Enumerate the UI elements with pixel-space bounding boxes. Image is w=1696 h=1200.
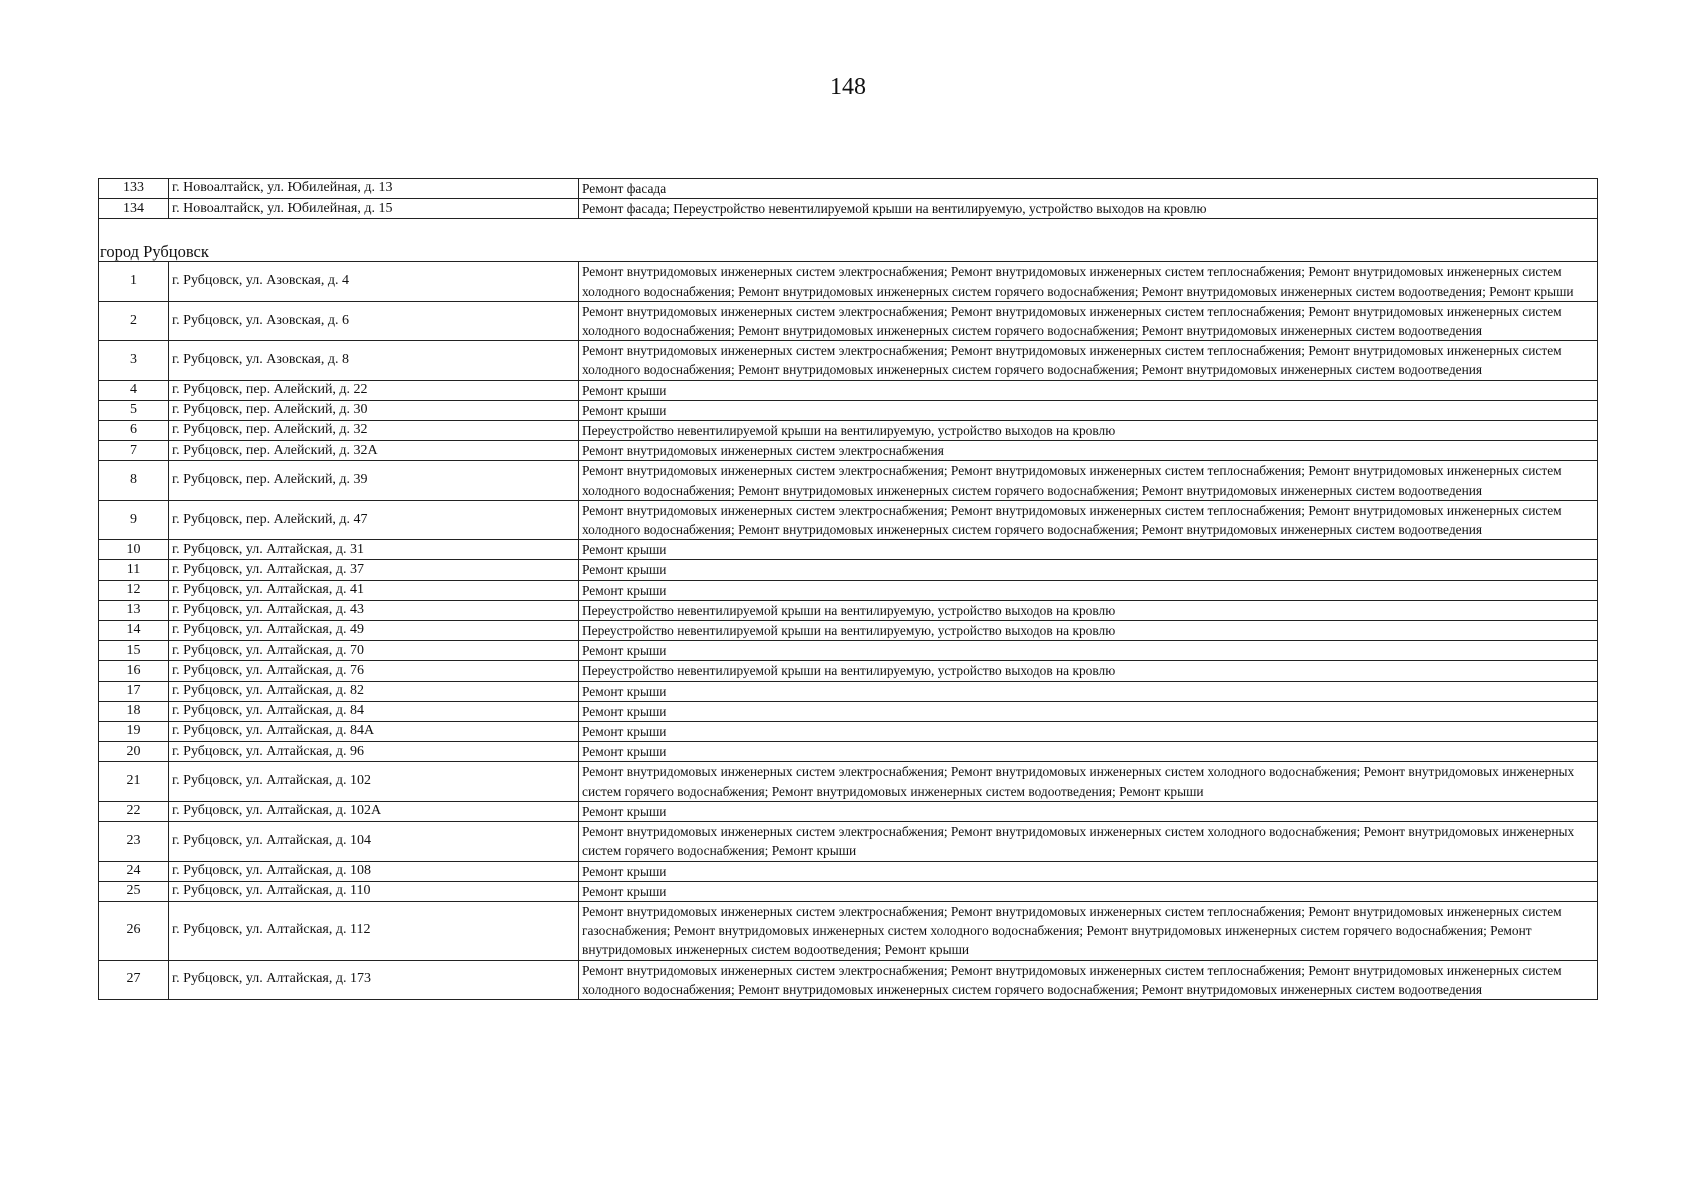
row-number-cell: 133 [99,179,169,199]
address-cell: г. Рубцовск, ул. Алтайская, д. 102А [169,801,579,821]
address-cell: г. Рубцовск, ул. Алтайская, д. 31 [169,540,579,560]
works-cell: Переустройство невентилируемой крыши на вентилируемую, устройство выходов на кровлю [579,421,1598,441]
row-number-cell: 15 [99,641,169,661]
row-number-cell: 23 [99,822,169,861]
works-cell: Ремонт фасада [579,179,1598,199]
row-number-cell: 134 [99,199,169,219]
address-cell: г. Рубцовск, ул. Азовская, д. 6 [169,301,579,340]
table-row [99,540,1598,560]
works-cell: Ремонт фасада; Переустройство невентилируемой крыши на вентилируемую, устройство выходов на кровлю [579,199,1598,219]
works-cell: Ремонт крыши [579,801,1598,821]
address-cell: г. Рубцовск, ул. Алтайская, д. 102 [169,762,579,801]
table-row [99,661,1598,681]
row-number-cell: 14 [99,621,169,641]
table-row [99,262,1598,301]
works-cell: Ремонт внутридомовых инженерных систем электроснабжения; Ремонт внутридомовых инженерных систем теплоснабжения; Ремонт внутридомовых инженерных систем холодного водоснабжения; Ремонт внутридомовых инженерных систем горячего водоснабжения; Ремонт внутридомовых инженерных систем водоотведения; Ремонт крыши [579,262,1598,301]
row-number-cell: 12 [99,580,169,600]
address-cell: г. Рубцовск, ул. Алтайская, д. 49 [169,621,579,641]
row-number-cell: 22 [99,801,169,821]
table-row [99,341,1598,380]
address-cell: г. Рубцовск, ул. Азовская, д. 4 [169,262,579,301]
works-cell: Переустройство невентилируемой крыши на вентилируемую, устройство выходов на кровлю [579,661,1598,681]
table-row [99,301,1598,340]
table-row [99,801,1598,821]
repair-registry-table [98,178,1598,1000]
address-cell: г. Рубцовск, ул. Алтайская, д. 84А [169,722,579,742]
row-number-cell: 7 [99,441,169,461]
address-cell: г. Рубцовск, ул. Алтайская, д. 37 [169,560,579,580]
works-cell: Переустройство невентилируемой крыши на вентилируемую, устройство выходов на кровлю [579,621,1598,641]
row-number-cell: 6 [99,421,169,441]
registry-body [99,179,1598,1000]
works-cell: Ремонт внутридомовых инженерных систем электроснабжения [579,441,1598,461]
works-cell: Ремонт внутридомовых инженерных систем электроснабжения; Ремонт внутридомовых инженерных систем холодного водоснабжения; Ремонт внутридомовых инженерных систем горячего водоснабжения; Ремонт крыши [579,822,1598,861]
table-row [99,960,1598,999]
address-cell: г. Новоалтайск, ул. Юбилейная, д. 15 [169,199,579,219]
row-number-cell: 1 [99,262,169,301]
address-cell: г. Рубцовск, ул. Алтайская, д. 96 [169,742,579,762]
row-number-cell: 8 [99,461,169,500]
table-row [99,621,1598,641]
address-cell: г. Рубцовск, ул. Алтайская, д. 43 [169,600,579,620]
address-cell: г. Рубцовск, пер. Алейский, д. 32А [169,441,579,461]
row-number-cell: 13 [99,600,169,620]
table-row [99,441,1598,461]
row-number-cell: 5 [99,400,169,420]
row-number-cell: 3 [99,341,169,380]
works-cell: Ремонт крыши [579,540,1598,560]
address-cell: г. Рубцовск, ул. Алтайская, д. 82 [169,681,579,701]
row-number-cell: 21 [99,762,169,801]
table-row [99,742,1598,762]
works-cell: Ремонт крыши [579,742,1598,762]
works-cell: Ремонт крыши [579,681,1598,701]
works-cell: Ремонт внутридомовых инженерных систем электроснабжения; Ремонт внутридомовых инженерных систем теплоснабжения; Ремонт внутридомовых инженерных систем холодного водоснабжения; Ремонт внутридомовых инженерных систем горячего водоснабжения; Ремонт внутридомовых инженерных систем водоотведения [579,301,1598,340]
section-title: город Рубцовск [99,219,1598,262]
address-cell: г. Рубцовск, пер. Алейский, д. 47 [169,500,579,539]
works-cell: Ремонт внутридомовых инженерных систем электроснабжения; Ремонт внутридомовых инженерных систем теплоснабжения; Ремонт внутридомовых инженерных систем холодного водоснабжения; Ремонт внутридомовых инженерных систем горячего водоснабжения; Ремонт внутридомовых инженерных систем водоотведения [579,461,1598,500]
row-number-cell: 26 [99,901,169,960]
row-number-cell: 10 [99,540,169,560]
row-number-cell: 19 [99,722,169,742]
row-number-cell: 27 [99,960,169,999]
works-cell: Ремонт крыши [579,881,1598,901]
row-number-cell: 9 [99,500,169,539]
works-cell: Ремонт крыши [579,701,1598,721]
table-row [99,580,1598,600]
works-cell: Ремонт внутридомовых инженерных систем электроснабжения; Ремонт внутридомовых инженерных систем теплоснабжения; Ремонт внутридомовых инженерных систем холодного водоснабжения; Ремонт внутридомовых инженерных систем горячего водоснабжения; Ремонт внутридомовых инженерных систем водоотведения [579,341,1598,380]
address-cell: г. Рубцовск, ул. Азовская, д. 8 [169,341,579,380]
row-number-cell: 2 [99,301,169,340]
table-row [99,641,1598,661]
page-number: 148 [830,74,866,100]
row-number-cell: 25 [99,881,169,901]
table-row [99,421,1598,441]
works-cell: Ремонт крыши [579,400,1598,420]
table-row [99,560,1598,580]
table-row [99,199,1598,219]
table-row [99,881,1598,901]
address-cell: г. Рубцовск, пер. Алейский, д. 30 [169,400,579,420]
section-row [99,219,1598,262]
works-cell: Переустройство невентилируемой крыши на вентилируемую, устройство выходов на кровлю [579,600,1598,620]
table-row [99,861,1598,881]
row-number-cell: 4 [99,380,169,400]
works-cell: Ремонт крыши [579,580,1598,600]
address-cell: г. Рубцовск, пер. Алейский, д. 39 [169,461,579,500]
works-cell: Ремонт крыши [579,722,1598,742]
table-row [99,461,1598,500]
address-cell: г. Рубцовск, пер. Алейский, д. 22 [169,380,579,400]
row-number-cell: 18 [99,701,169,721]
table-row [99,822,1598,861]
address-cell: г. Рубцовск, ул. Алтайская, д. 110 [169,881,579,901]
row-number-cell: 17 [99,681,169,701]
works-cell: Ремонт внутридомовых инженерных систем электроснабжения; Ремонт внутридомовых инженерных систем теплоснабжения; Ремонт внутридомовых инженерных систем газоснабжения; Ремонт внутридомовых инженерных систем холодного водоснабжения; Ремонт внутридомовых инженерных систем горячего водоснабжения; Ремонт внутридомовых инженерных систем водоотведения; Ремонт крыши [579,901,1598,960]
address-cell: г. Рубцовск, ул. Алтайская, д. 108 [169,861,579,881]
works-cell: Ремонт крыши [579,861,1598,881]
address-cell: г. Рубцовск, ул. Алтайская, д. 41 [169,580,579,600]
table-row [99,400,1598,420]
address-cell: г. Рубцовск, ул. Алтайская, д. 112 [169,901,579,960]
table-row [99,722,1598,742]
works-cell: Ремонт внутридомовых инженерных систем электроснабжения; Ремонт внутридомовых инженерных систем теплоснабжения; Ремонт внутридомовых инженерных систем холодного водоснабжения; Ремонт внутридомовых инженерных систем горячего водоснабжения; Ремонт внутридомовых инженерных систем водоотведения [579,960,1598,999]
table-row [99,179,1598,199]
works-cell: Ремонт внутридомовых инженерных систем электроснабжения; Ремонт внутридомовых инженерных систем теплоснабжения; Ремонт внутридомовых инженерных систем холодного водоснабжения; Ремонт внутридомовых инженерных систем горячего водоснабжения; Ремонт внутридомовых инженерных систем водоотведения [579,500,1598,539]
address-cell: г. Рубцовск, ул. Алтайская, д. 76 [169,661,579,681]
works-cell: Ремонт крыши [579,380,1598,400]
row-number-cell: 24 [99,861,169,881]
table-row [99,701,1598,721]
address-cell: г. Рубцовск, ул. Алтайская, д. 173 [169,960,579,999]
table-row [99,500,1598,539]
works-cell: Ремонт внутридомовых инженерных систем электроснабжения; Ремонт внутридомовых инженерных систем холодного водоснабжения; Ремонт внутридомовых инженерных систем горячего водоснабжения; Ремонт внутридомовых инженерных систем водоотведения; Ремонт крыши [579,762,1598,801]
table-row [99,901,1598,960]
table-row [99,380,1598,400]
address-cell: г. Рубцовск, ул. Алтайская, д. 104 [169,822,579,861]
table-row [99,681,1598,701]
address-cell: г. Новоалтайск, ул. Юбилейная, д. 13 [169,179,579,199]
works-cell: Ремонт крыши [579,641,1598,661]
address-cell: г. Рубцовск, пер. Алейский, д. 32 [169,421,579,441]
row-number-cell: 11 [99,560,169,580]
table-row [99,762,1598,801]
address-cell: г. Рубцовск, ул. Алтайская, д. 84 [169,701,579,721]
address-cell: г. Рубцовск, ул. Алтайская, д. 70 [169,641,579,661]
row-number-cell: 20 [99,742,169,762]
works-cell: Ремонт крыши [579,560,1598,580]
row-number-cell: 16 [99,661,169,681]
table-row [99,600,1598,620]
